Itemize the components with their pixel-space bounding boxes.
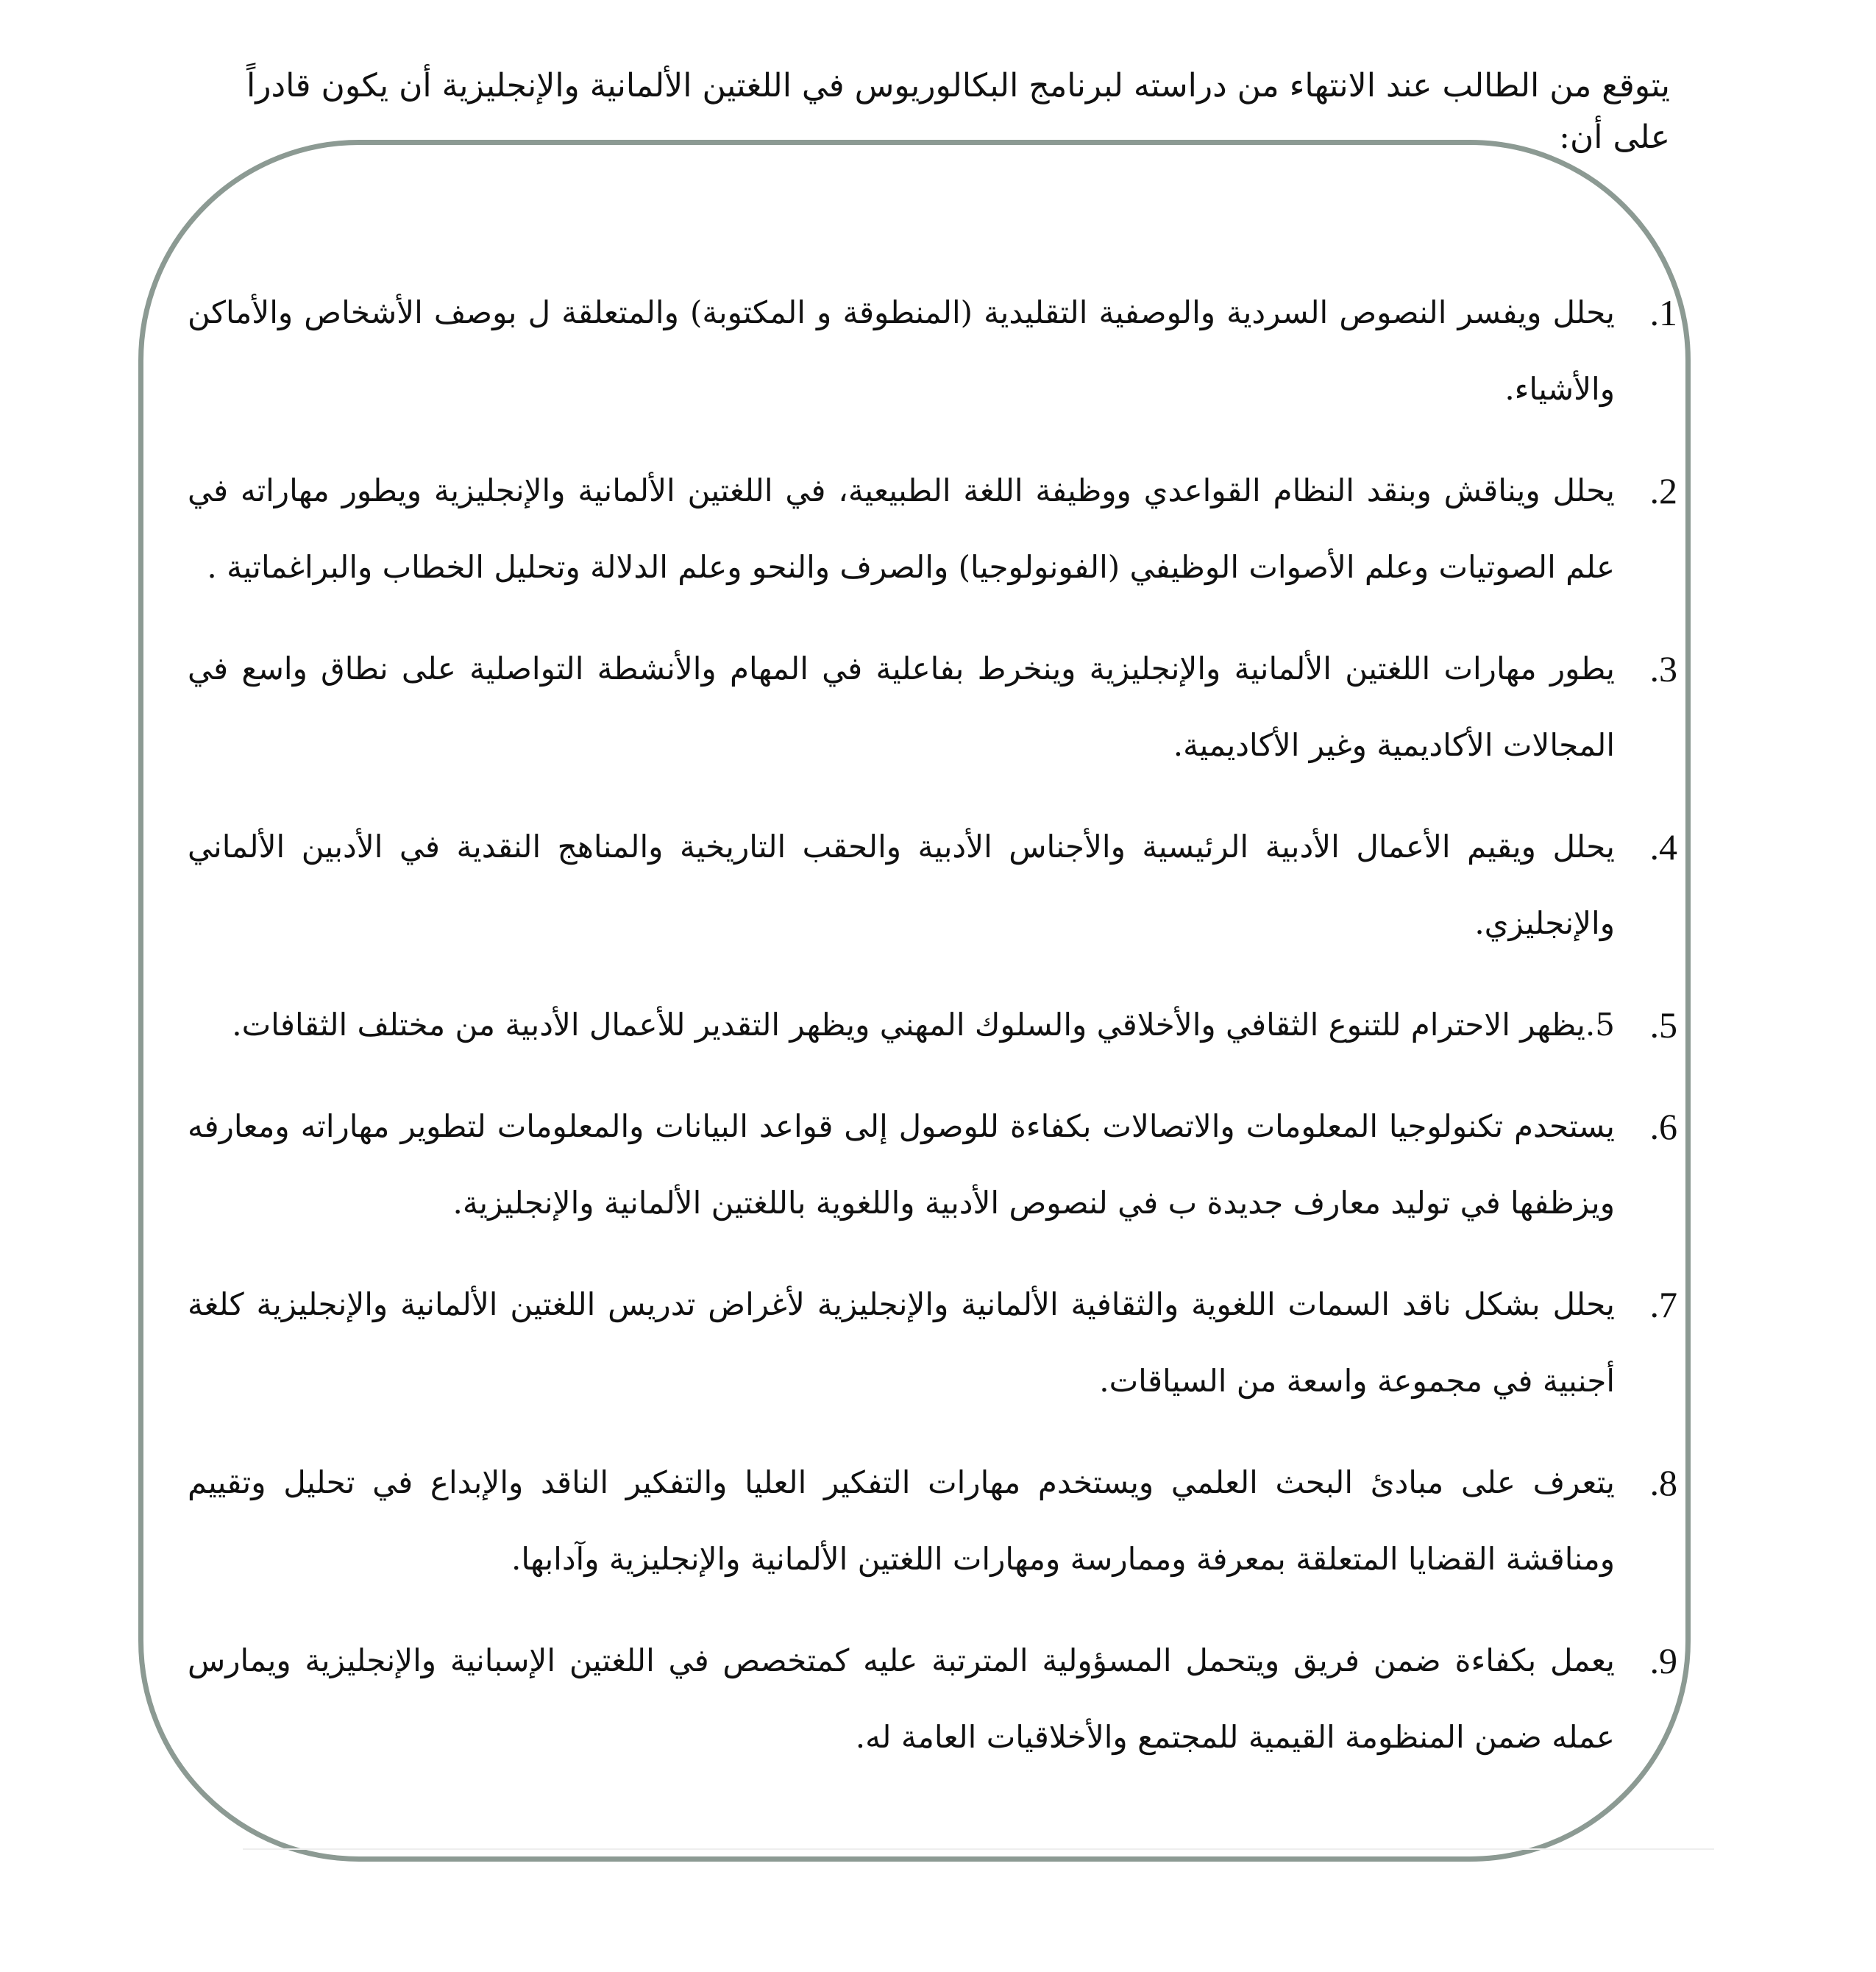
list-item xyxy=(188,1622,1677,1776)
list-item xyxy=(188,631,1677,784)
list-item xyxy=(188,453,1677,606)
item-text: 5.يظهر الاحترام للتنوع الثقافي والأخلاقي والسلوك المهني ويظهر التقدير للأعمال الأدبية من مختلف الثقافات. xyxy=(232,1007,1615,1043)
item-number: 5. xyxy=(1649,1004,1677,1046)
item-text: يعمل بكفاءة ضمن فريق ويتحمل المسؤولية المترتبة عليه كمتخصص في اللغتين الإسبانية والإنجليزية ويمارس عمله ضمن المنظومة القيمية للمجتمع والأخلاقيات العامة له. xyxy=(188,1642,1615,1755)
item-number: 9. xyxy=(1649,1640,1677,1681)
list-item xyxy=(188,1444,1677,1597)
item-number: 1. xyxy=(1649,292,1677,333)
item-number: 4. xyxy=(1649,826,1677,868)
item-number: 2. xyxy=(1649,470,1677,511)
item-text: يحلل بشكل ناقد السمات اللغوية والثقافية الألمانية والإنجليزية لأغراض تدريس اللغتين الألمانية والإنجليزية كلغة أجنبية في مجموعة واسعة من السياقات. xyxy=(188,1286,1615,1399)
learning-outcomes-list xyxy=(188,274,1677,1801)
item-text: يحلل ويناقش وبنقد النظام القواعدي ووظيفة اللغة الطبيعية، في اللغتين الألمانية والإنجليزية ويطور مهاراته في علم الصوتيات وعلم الأصوات الوظيفي (الفونولوجيا) والصرف والنحو وعلم الدلالة وتحليل الخطاب والبراغماتية . xyxy=(188,472,1615,585)
item-text: يتعرف على مبادئ البحث العلمي ويستخدم مهارات التفكير العليا والتفكير الناقد والإبداع في تحليل وتقييم ومناقشة القضايا المتعلقة بمعرفة وممارسة ومهارات اللغتين الألمانية والإنجليزية وآدابها. xyxy=(188,1464,1615,1577)
item-text: يحلل ويقيم الأعمال الأدبية الرئيسية والأجناس الأدبية والحقب التاريخية والمناهج النقدية في الأدبين الألماني والإنجليزي. xyxy=(188,829,1615,941)
list-item xyxy=(188,809,1677,962)
intro-paragraph: يتوقع من الطالب عند الانتهاء من دراسته لبرنامج البكالوريوس في اللغتين الألمانية والإنجليزية أن يكون قادراً على أن: xyxy=(246,67,1670,156)
item-text: يحلل ويفسر النصوص السردية والوصفية التقليدية (المنطوقة و المكتوبة) والمتعلقة ل بوصف الأشخاص والأماكن والأشياء. xyxy=(188,294,1615,407)
item-number: 7. xyxy=(1649,1284,1677,1325)
list-item xyxy=(188,987,1677,1063)
list-item xyxy=(188,1088,1677,1241)
list-item xyxy=(188,1266,1677,1419)
item-number: 6. xyxy=(1649,1106,1677,1147)
item-number: 8. xyxy=(1649,1462,1677,1503)
footer-divider xyxy=(243,1848,1714,1850)
item-text: يطور مهارات اللغتين الألمانية والإنجليزية وينخرط بفاعلية في المهام والأنشطة التواصلية على نطاق واسع في المجالات الأكاديمية وغير الأكاديمية. xyxy=(188,650,1615,763)
item-number: 3. xyxy=(1649,648,1677,689)
list-item xyxy=(188,274,1677,428)
item-text: يستحدم تكنولوجيا المعلومات والاتصالات بكفاءة للوصول إلى قواعد البيانات والمعلومات لتطوير مهاراته ومعارفه ويزظفها في توليد معارف جديدة ب في لنصوص الأدبية واللغوية باللغتين الألمانية والإنجليزية. xyxy=(188,1108,1615,1221)
